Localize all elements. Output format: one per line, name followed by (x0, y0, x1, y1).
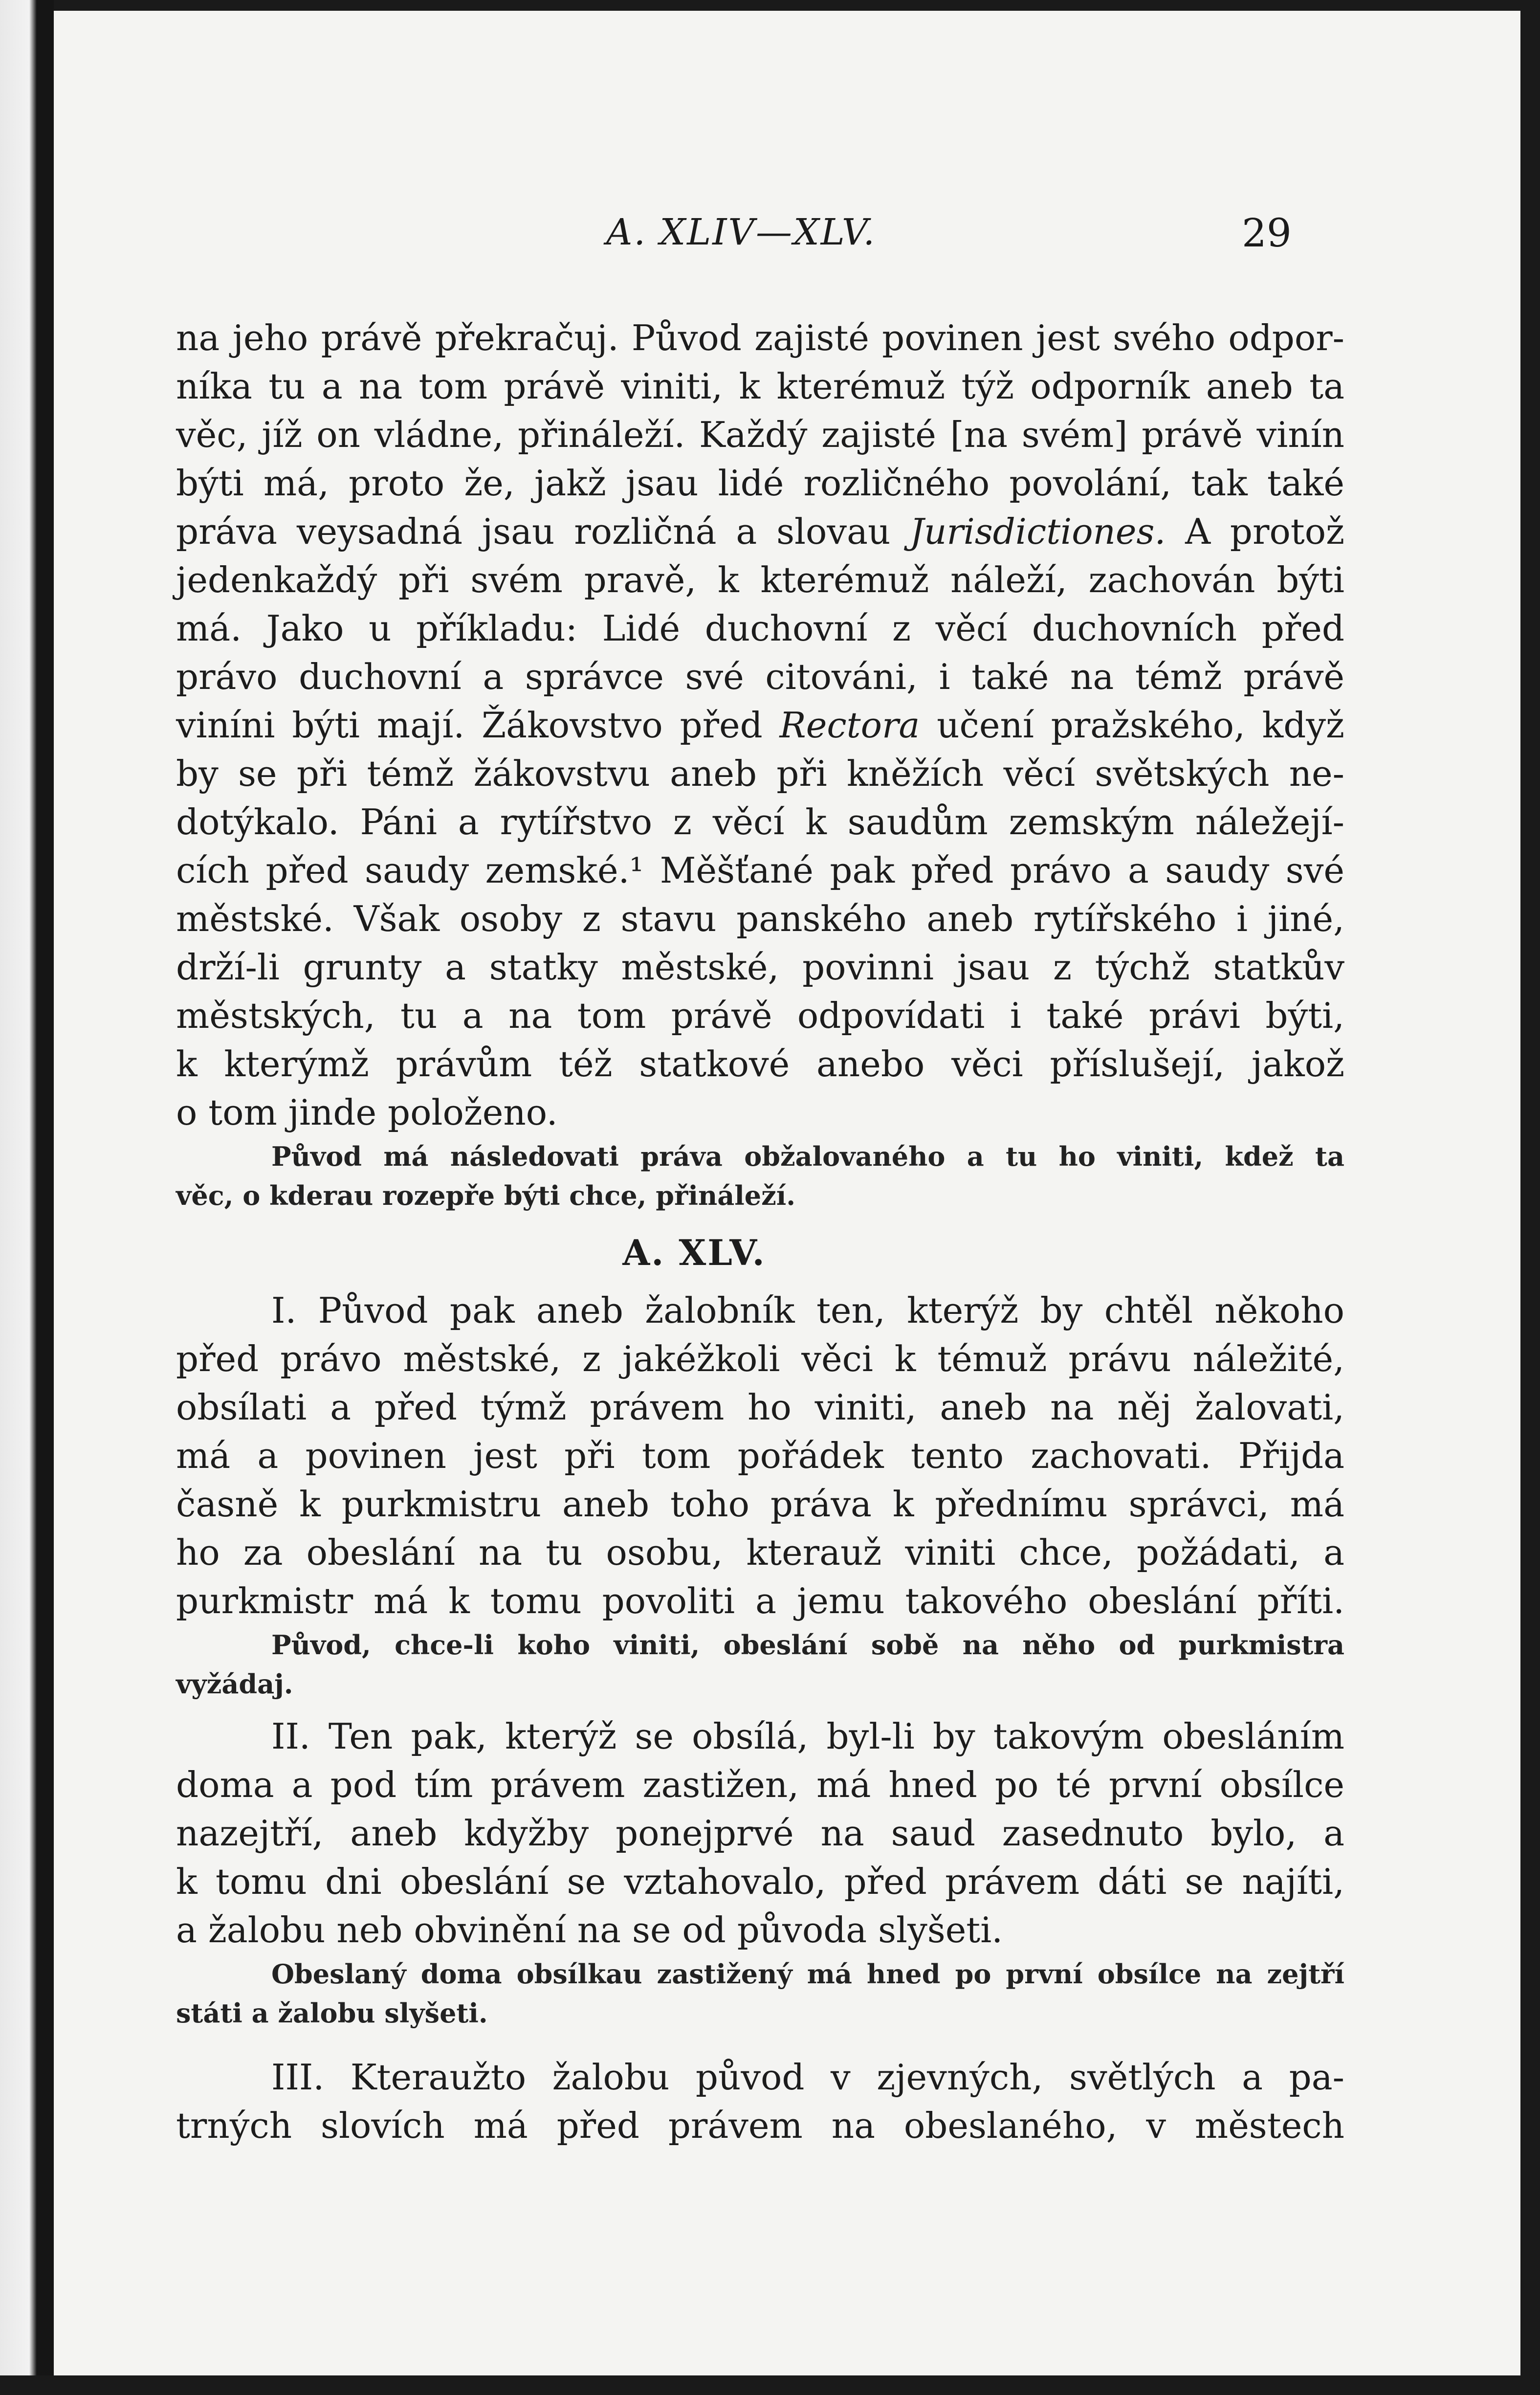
note-line: Původ, chce-li koho viniti, obeslání sobě na něho od purkmistra (271, 1629, 1344, 1661)
text-line: cích před saudy zemské.¹ Měšťané pak před právo a saudy své (176, 850, 1344, 891)
text-line: časně k purkmistru aneb toho práva k přednímu správci, má (176, 1484, 1344, 1525)
marginal-note (176, 1137, 1344, 1215)
scan-border-left (0, 0, 54, 2395)
note-line: věc, o kderau rozepře býti chce, přináleží. (176, 1180, 796, 1211)
text-line: městské. Však osoby z stavu panského aneb rytířského i jiné, (176, 898, 1344, 939)
paragraph-continued (176, 314, 1344, 1137)
running-head: A. XLIV—XLV. (606, 211, 877, 253)
text-line: jedenkaždý při svém pravě, k kterémuž náleží, zachován býti (176, 559, 1344, 600)
text-line: před právo městské, z jakéžkoli věci k témuž právu náležité, (176, 1338, 1344, 1379)
text-line: doma a pod tím právem zastižen, má hned po té první obsílce (176, 1764, 1344, 1805)
note-line: státi a žalobu slyšeti. (176, 1997, 488, 2029)
marginal-note (176, 1625, 1344, 1704)
spacer (176, 2033, 1344, 2053)
text-line: III. Kteraužto žalobu původ v zjevných, světlých a pa- (271, 2057, 1344, 2098)
scan-border-top (0, 0, 1540, 11)
text-line: níka tu a na tom právě viniti, k kterémuž týž odporník aneb ta (176, 366, 1344, 407)
note-line: Obeslaný doma obsílkau zastižený má hned po první obsílce na zejtří (271, 1958, 1344, 1990)
italic-term-jurisdictiones: Jurisdictiones. (910, 511, 1166, 552)
text-line: na jeho právě překračuj. Původ zajisté povinen jest svého odpor- (176, 317, 1344, 358)
text-line: městských, tu a na tom právě odpovídati i také právi býti, (176, 995, 1344, 1036)
text-block (176, 314, 1344, 2150)
note-line: vyžádaj. (176, 1668, 293, 1700)
text-line: má a povinen jest při tom pořádek tento zachovati. Přijda (176, 1435, 1344, 1476)
text-line: má. Jako u příkladu: Lidé duchovní z věcí duchovních před (176, 608, 1344, 649)
text-line: purkmistr má k tomu povoliti a jemu takového obeslání příti. (176, 1580, 1344, 1621)
text-line: trných slovích má před právem na obeslaného, v městech (176, 2105, 1344, 2146)
text-line: právo duchovní a správce své citováni, i také na témž právě (176, 656, 1344, 697)
book-page (54, 11, 1520, 2375)
text-segment: viníni býti mají. Žákovstvo před (176, 705, 780, 746)
text-line: by se při témž žákovstvu aneb při kněžích věcí světských ne- (176, 753, 1344, 794)
text-line: ho za obeslání na tu osobu, kterauž viniti chce, požádati, a (176, 1532, 1344, 1573)
page-header (54, 206, 1520, 260)
text-line: a žalobu neb obvinění na se od původa slyšeti. (176, 1909, 1003, 1951)
text-line: obsílati a před týmž právem ho viniti, aneb na něj žalovati, (176, 1387, 1344, 1428)
article-paragraph-I (176, 1286, 1344, 1625)
text-line: dotýkalo. Páni a rytířstvo z věcí k saudům zemským náležejí- (176, 801, 1344, 843)
article-paragraph-III (176, 2053, 1344, 2150)
article-paragraph-II (176, 1712, 1344, 1954)
marginal-note (176, 1954, 1344, 2033)
text-line: drží-li grunty a statky městské, povinni jsau z týchž statkův (176, 947, 1344, 988)
text-line: k kterýmž právům též statkové anebo věci příslušejí, jakož (176, 1043, 1344, 1085)
text-line: II. Ten pak, kterýž se obsílá, byl-li by takovým obesláním (271, 1716, 1344, 1757)
scan-border-bottom (0, 2375, 1540, 2395)
text-line: býti má, proto že, jakž jsau lidé rozličného povolání, tak také (176, 463, 1344, 504)
spacer (176, 1704, 1344, 1712)
text-line-with-italic (176, 508, 1344, 556)
scan-border-right (1520, 0, 1540, 2395)
text-line-with-italic (176, 701, 1344, 750)
note-line: Původ má následovati práva obžalovaného a tu ho viniti, kdež ta (271, 1141, 1344, 1172)
text-segment: A protož (1166, 511, 1344, 552)
text-segment: práva veysadná jsau rozličná a slovau (176, 511, 910, 552)
section-heading: A. XLV. (622, 1232, 766, 1273)
text-segment: učení pražského, když (920, 705, 1344, 746)
text-line: nazejtří, aneb kdyžby ponejprvé na saud zasednuto bylo, a (176, 1813, 1344, 1854)
page-number: 29 (1242, 210, 1292, 256)
italic-term-rectora: Rectora (779, 705, 920, 746)
text-line: I. Původ pak aneb žalobník ten, kterýž by chtěl někoho (271, 1290, 1344, 1331)
text-line: k tomu dni obeslání se vztahovalo, před právem dáti se najíti, (176, 1861, 1344, 1902)
text-line: věc, jíž on vládne, přináleží. Každý zajisté [na svém] právě vinín (176, 414, 1344, 455)
text-line: o tom jinde položeno. (176, 1092, 558, 1133)
